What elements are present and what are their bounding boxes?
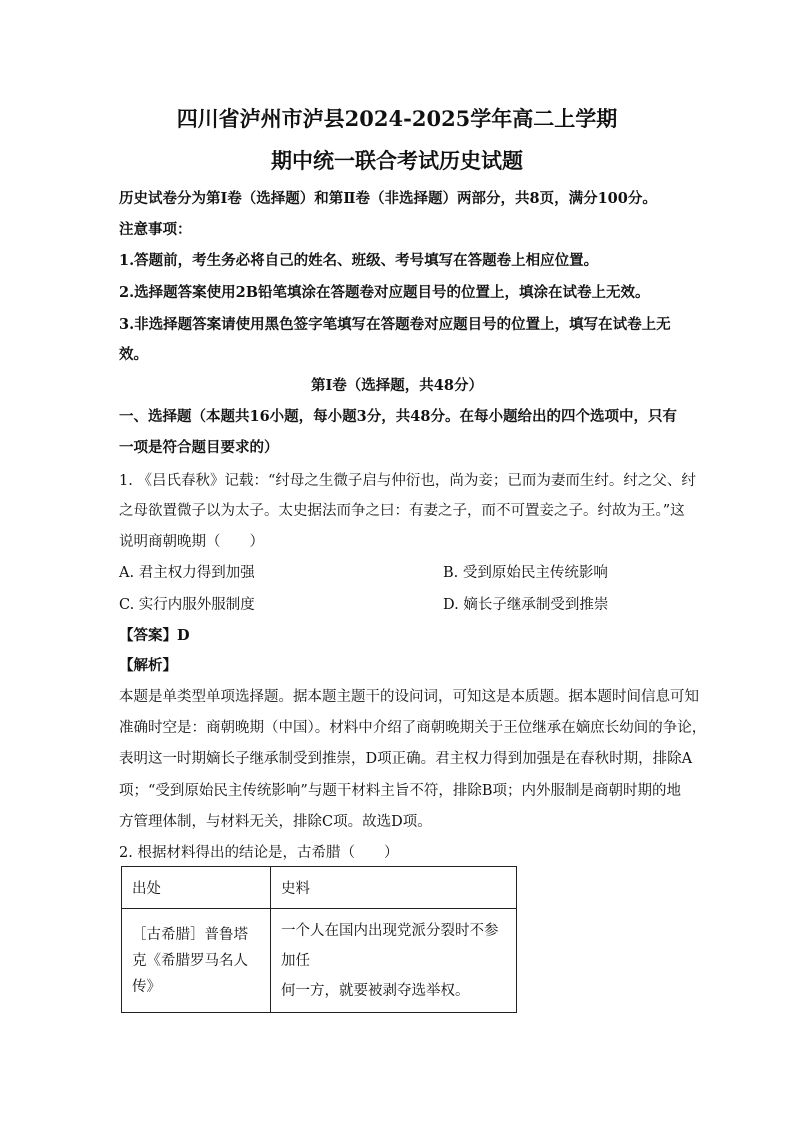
table-header-source: 出处 <box>122 867 271 909</box>
q2-stem: 2. 根据材料得出的结论是，古希腊（ ） <box>119 845 399 861</box>
notice-item-3-cont: 效。 <box>119 346 148 363</box>
notice-heading: 注意事项： <box>119 221 192 238</box>
material-line-1: 一个人在国内出现党派分裂时不参加任 <box>281 922 499 969</box>
source-line-1: ［古希腊］普鲁塔 <box>132 926 248 943</box>
table-row <box>122 909 517 1013</box>
q1-stem-line2: 之母欲置微子以为太子。太史据法而争之曰：有妻之子，而不可置妾之子。纣故为王。”这 <box>119 503 685 519</box>
table-cell-source <box>122 909 271 1013</box>
table-cell-material <box>271 909 517 1013</box>
q1-analysis-line2: 准确时空是：商朝晚期（中国）。材料中介绍了商朝晚期关于王位继承在嫡庶长幼间的争论， <box>119 720 707 736</box>
q1-option-b: B. 受到原始民主传统影响 <box>443 565 608 581</box>
q1-analysis-heading: 【解析】 <box>119 657 177 674</box>
q1-analysis-line5: 方管理体制，与材料无关，排除C项。故选D项。 <box>119 814 432 830</box>
notice-item-1: 1.答题前，考生务必将自己的姓名、班级、考号填写在答题卷上相应位置。 <box>119 252 599 269</box>
q1-option-d: D. 嫡长子继承制受到推崇 <box>443 597 609 613</box>
part-heading-line1: 一、选择题（本题共16小题，每小题3分，共48分。在每小题给出的四个选项中，只有 <box>119 408 677 425</box>
notice-item-2: 2.选择题答案使用2B铅笔填涂在答题卷对应题目号的位置上，填涂在试卷上无效。 <box>119 284 650 301</box>
q1-stem-line1: 1. 《吕氏春秋》记载：“纣母之生微子启与仲衍也，尚为妾；已而为妻而生纣。纣之父、纣 <box>119 473 696 489</box>
exam-title-line1: 四川省泸州市泸县2024-2025学年高二上学期 <box>176 106 618 131</box>
table-header-row <box>122 867 517 909</box>
source-line-2: 克《希腊罗马名人 <box>132 952 248 969</box>
q1-analysis-line3: 表明这一时期嫡长子继承制受到推崇，D项正确。君主权力得到加强是在春秋时期，排除A <box>119 751 693 767</box>
q1-stem-line3: 说明商朝晚期（ ） <box>119 534 264 550</box>
q1-option-a: A. 君主权力得到加强 <box>119 565 255 581</box>
part-heading-line2: 一项是符合题目要求的） <box>119 439 279 456</box>
q2-source-table <box>121 866 517 1013</box>
q1-answer: 【答案】D <box>119 627 190 644</box>
notice-item-3: 3.非选择题答案请使用黑色签字笔填写在答题卷对应题目号的位置上，填写在试卷上无 <box>119 316 671 333</box>
source-line-3: 传》 <box>132 978 161 995</box>
section-title: 第Ⅰ卷（选择题，共48分） <box>311 377 483 394</box>
exam-intro: 历史试卷分为第Ⅰ卷（选择题）和第Ⅱ卷（非选择题）两部分，共8页，满分100分。 <box>119 190 657 207</box>
q1-analysis-line1: 本题是单类型单项选择题。据本题主题干的设问词，可知这是本质题。据本题时间信息可知 <box>119 689 699 705</box>
q1-analysis-line4: 项；“受到原始民主传统影响”与题干材料主旨不符，排除B项；内外服制是商朝时期的地 <box>119 783 681 799</box>
table-header-material: 史料 <box>271 867 517 909</box>
q1-option-c: C. 实行内服外服制度 <box>119 597 255 613</box>
material-line-2: 何一方，就要被剥夺选举权。 <box>281 982 470 999</box>
exam-title-line2: 期中统一联合考试历史试题 <box>271 148 523 173</box>
